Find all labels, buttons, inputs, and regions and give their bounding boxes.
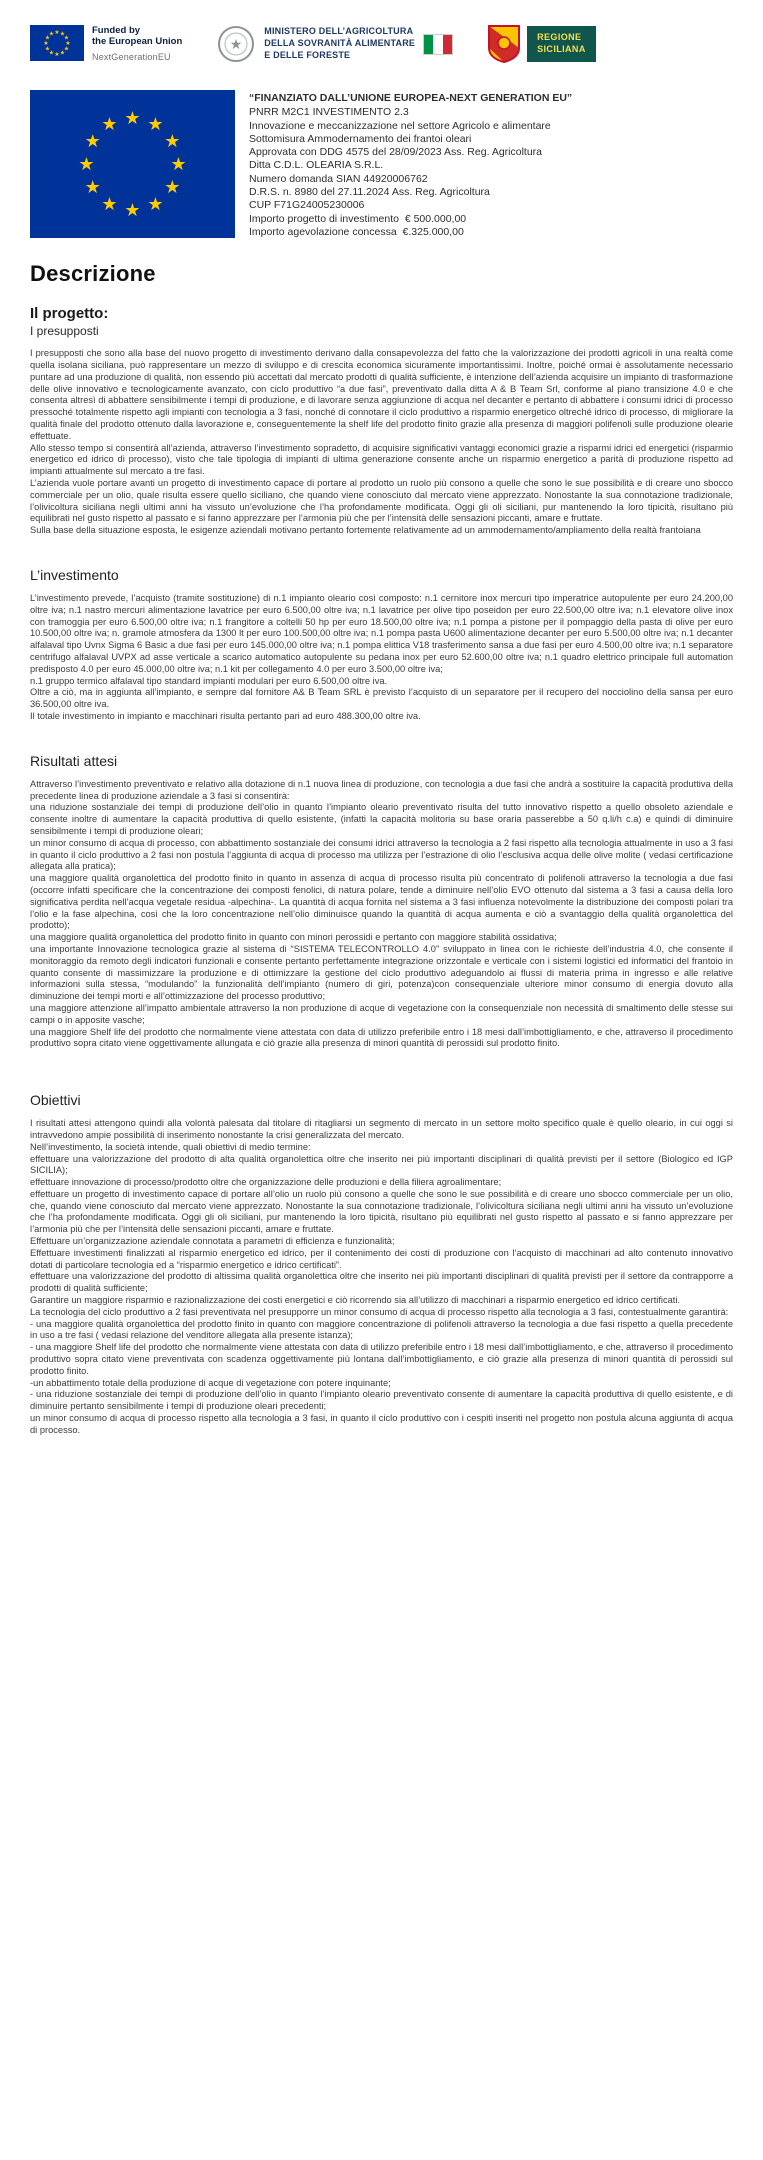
paragraph: Garantire un maggiore risparmio e razionalizzazione dei costi energetici e ciò ricorrendo sia all’utilizzo di macchinari a risparmio energetico ed idrico certificati. <box>30 1295 681 1306</box>
paragraph: n.1 gruppo termico alfalaval tipo standard impianti modulari per euro 6.500,00 oltre iva. <box>30 675 388 686</box>
svg-text:★: ★ <box>44 34 51 41</box>
paragraph: I presupposti che sono alla base del nuovo progetto di investimento derivano dalla consapevolezza del fatto che la valorizzazione dei prodotti agricoli in una realtà come quella isolana siciliana, può rappresentare un mezzo di sviluppo e di crescita economica sicuramente importantissimi. Inoltre, poiché ormai è assolutamente necessario puntare ad una produzione di qualità, non essendo più accettati dal mercato prodotti di qualità sufficiente, è intenzione dell’azienda acquisire un impianto di trasformazione delle olive innovativo e tecnologicamente avanzato, con ciclo produttivo “a due fasi”, preventivato dalla ditta A & B Team Srl, conforme al piano transizione 4.0 e che consenta altresì di abbattere sensibilmente i tempi di produzione, e di lavorare senza aggiunzione di acqua nel decanter e pertanto di abbattere i consumi idrici di processo pressoché totalmente rispetto agli impianti con tecnologia a 3 fasi, nonché di connotare il ciclo produttivo a risparmio energetico oltreché idrico di processo, di migliorare la qualità finale del prodotto ottenuto dalla lavorazione e, conseguentemente la shelf life del prodotto finito grazie alla presenza di maggiori polifenoli sulle produzione olearie effettuate. <box>30 348 733 441</box>
svg-text:★: ★ <box>43 39 49 47</box>
paragraph: una maggiore Shelf life del prodotto che normalmente viene attestata con data di utilizzo preferibile entro i 18 mesi dall’imbottigliamento, e che, attraverso il procedimento produttivo sopra citato viene oggettivamente allungata e ciò grazie alla presenza di minori quantità di perossidi sul prodotto finito. <box>30 1026 733 1049</box>
paragraph: Oltre a ciò, ma in aggiunta all’impianto, e sempre dal fornitore A& B Team SRL è previsto l’acquisto di un separatore per il recupero del nocciolino della sansa per euro 36.500,00 oltre iva. <box>30 687 733 710</box>
paragraph: - una maggiore Shelf life del prodotto che normalmente viene attestata con data di utilizzo preferibile entro i 18 mesi dall’imbottigliamento, e che, attraverso il procedimento produttivo sopra citato viene preventivata con scadenza oggettivamente più lontana dall’imbottigliamento, e ciò grazie alla presenza di minori quantità di perossidi sul prodotto finito. <box>30 1342 733 1376</box>
project-info-line: Importo progetto di investimento € 500.000,00 <box>249 212 467 225</box>
ministry-line3: E DELLE FORESTE <box>264 49 351 60</box>
ministry-logo <box>216 24 453 64</box>
paragraph: La tecnologia del ciclo produttivo a 2 fasi preventivata nel presupporre un minor consumo di acqua di processo rispetto alla tecnologia a 3 fasi, contestualmente garantirà: <box>30 1306 729 1317</box>
project-info-lines <box>249 106 572 239</box>
region-line1: REGIONE <box>537 32 582 43</box>
paragraph: L’investimento prevede, l’acquisto (tramite sostituzione) di n.1 impianto oleario così composto: n.1 cernitore inox mercuri tipo imperatrice autopulente per euro 24.200,00 oltre iva; n.1 nastro mercuri alimentazione lavatrice per euro 6.500,00 oltre iva; n.1 lavatrice per olive tipo poseidon per euro 22.500,00 oltre iva; n.1 elevatore olive inox con tramoggia per euro 6.500,00 oltre iva; n.1 frangitore a coltelli 50 hp per euro 18.500,00 oltre iva; n.1 pompa a pistone per il pompaggio della pasta di olive per euro 10.500,00 oltre iva; n. gramole atmosfera da 1300 lt per euro 100.500,00 oltre iva; n.1 pompa pasta U600 alimentazione decanter per euro 5.500,00 oltre iva; n.1 decanter alfalaval tipo Uvnx Sigma 6 Basic a due fasi per euro 145.000,00 oltre iva; n.1 pompa elittica V18 trasferimento sansa a due fasi per euro 4.500,00 oltre iva; n.1 separatore centrifugo alfalaval UVPX ad asse verticale a scarico automatico autopulente su pedana inox per euro 52.600,00 oltre iva; n.1 quadro elettrico principale full automation predisposto 4.0 per euro 45.000,00 oltre iva; n.1 kit per collegamento 4.0 per euro 3.500,00 oltre iva; <box>30 593 733 674</box>
paragraph: Effettuare un’organizzazione aziendale connotata a parametri di efficienza e funzionalità; <box>30 1236 395 1247</box>
italy-flag-icon <box>423 34 453 55</box>
paragraph: Nell’investimento, la società intende, quali obiettivi di medio termine: <box>30 1141 311 1152</box>
svg-text:★: ★ <box>84 131 101 152</box>
svg-text:★: ★ <box>54 28 60 36</box>
paragraph: effettuare una valorizzazione del prodotto di altissima qualità organolettica oltre che inserito nei più importanti disciplinari di qualità previsti per il settore da contrapporre a prodotti di qualità sufficiente; <box>30 1271 733 1294</box>
region-name <box>527 26 596 61</box>
svg-text:★: ★ <box>63 45 70 52</box>
section-body-investimento <box>30 593 733 723</box>
page-title: Descrizione <box>30 261 156 287</box>
sicily-crest-icon <box>487 24 521 64</box>
paragraph: - una maggiore qualità organolettica del prodotto finito in quanto con maggiore concentrazione di polifenoli attraverso la tecnologia a due fasi rispetto a quella precedente in uso a tre fasi ( vedasi relazione del venditore allegata alla presente istanza); <box>30 1318 733 1341</box>
section-heading-obiettivi: Obiettivi <box>30 1092 81 1109</box>
paragraph: L’azienda vuole portare avanti un progetto di investimento capace di portare al prodotto un ruolo più consono a quelle che sono le sue possibilità e di creare uno sbocco commerciale per un olio, quale risulta essere quello siciliano, che quando viene conosciuto dal mercato viene apprezzato. Nonostante la sua connotazione tradizionale, l’olivicoltura siciliana negli ultimi anni ha vissuto un’evoluzione che l’ha profondamente modificata. Oggi gli oli siciliani, pur mantenendo la loro tipicità, risultano più equilibrati nel gusto rispetto al passato e si fanno apprezzare per l’armonia più che per l’intensità delle sensazioni piccanti, amare e fruttate. <box>30 478 733 524</box>
project-info-line: Numero domanda SIAN 44920006762 <box>249 172 428 185</box>
paragraph: una maggiore attenzione all’impatto ambientale attraverso la non produzione di acque di vegetazione con la consequenziale non necessità di smaltimento delle stesse sui campi o in apposite vasche; <box>30 1002 733 1025</box>
ministry-line1: MINISTERO DELL’AGRICOLTURA <box>264 26 414 37</box>
svg-text:★: ★ <box>48 49 55 56</box>
project-info-line: Importo agevolazione concessa €.325.000,00 <box>249 225 464 238</box>
project-info-line: Ditta C.D.L. OLEARIA S.R.L. <box>249 159 384 172</box>
svg-text:★: ★ <box>59 30 66 37</box>
paragraph: Attraverso l’investimento preventivato e relativo alla dotazione di n.1 nuova linea di produzione, con tecnologia a due fasi che andrà a sostituire la capacità produttiva della precedente linea di produzione aziendale a 3 fasi si consentirà: <box>30 778 733 801</box>
svg-text:★: ★ <box>78 154 95 175</box>
svg-text:★: ★ <box>229 37 243 53</box>
paragraph: Il totale investimento in impianto e macchinari risulta pertanto pari ad euro 488.300,00 oltre iva. <box>30 710 421 721</box>
paragraph: una maggiore qualità organolettica del prodotto finito in quanto con minori perossidi e pertanto con maggiore stabilità ossidativa; <box>30 932 557 943</box>
svg-text:★: ★ <box>48 30 55 37</box>
paragraph: effettuare innovazione di processo/prodotto oltre che organizzazione delle produzioni e della filiera agroalimentare; <box>30 1177 502 1188</box>
paragraph: effettuare una valorizzazione del prodotto di alta qualità organolettica oltre che inserito nei più importanti disciplinari di qualità previsti per il settore (Biologico ed IGP SICILIA); <box>30 1153 733 1176</box>
svg-text:★: ★ <box>170 154 187 175</box>
eu-funded-line1: Funded by <box>92 24 141 36</box>
paragraph: una riduzione sostanziale dei tempi di produzione dell’olio in quanto l’impianto oleario preventivato risulta del tutto innovativo rispetto a quello obsoleto aziendale e consente inoltre di aumentare la capacità produttiva di quello esistente, (infatti la capacità molitoria su base oraria passerebbe a 50 q.li/h c.a) e quindi di diminuire sensibilmente i tempi di produzione oleari; <box>30 802 733 836</box>
svg-text:★: ★ <box>101 114 118 136</box>
eu-funded-line2: the European Union <box>92 36 183 48</box>
eu-flag-icon <box>30 25 84 61</box>
eu-funded-text <box>92 25 182 64</box>
region-line2: SICILIANA <box>537 44 586 54</box>
project-info-line: CUP F71G24005230006 <box>249 199 365 212</box>
svg-text:★: ★ <box>63 34 70 41</box>
paragraph: I risultati attesi attengono quindi alla volontà palesata dal titolare di ritagliarsi un segmento di mercato in un settore molto specifico quale è quello oleario, in cui oggi si intravvedono ampie possibilità di inserimento nonostante la crisi generalizzata del mercato. <box>30 1118 733 1140</box>
svg-text:★: ★ <box>124 108 141 129</box>
paragraph: una maggiore qualità organolettica del prodotto finito in quanto in assenza di acqua di processo risulta più concentrato di polifenoli attraverso la tecnologia a due fasi (occorre infatti specificare che la concentrazione dei composti fenolici, di natura polare, tende a diminuire nell’olio EVO ottenuto dal sistema a 3 fasi a causa della loro significativa perdita nell’acqua vegetale residua -alpechina-. La quantità di acqua fornita nel sistema a 3 fasi influenza notevolmente la distribuzione dei composti polari tra l’olio e la fase alpechina, così che la loro concentrazione nell’olio diminuisce quando la quantità di acqua aumenta e ciò a svantaggio della qualità organolettica del prodotto); <box>30 873 733 931</box>
paragraph: una importante Innovazione tecnologica grazie al sistema di “SISTEMA TELECONTROLLO 4.0” sviluppato in linea con le richieste dell’industria 4.0, che consente il monitoraggio da remoto degli indicatori funzionali e consente pertanto perfettamente integrazione orizzontale e verticale con i sistemi logistici ed informatici del frantoio in quanto consente di massimizzare la produzione e di ottimizzare la gestione del ciclo produttivo adeguandolo ai flussi di materia prima in ingresso e alle relative informazioni sulla stessa, “modulando” la funzionalità dell’impianto (numero di giri, potenza)con consequenziale ulteriore minor consumo di energia dovuto alla diminuzione dei tempi morti e all’ottimizzazione del processo produttivo; <box>30 943 733 1002</box>
eu-funded-logo <box>30 25 182 64</box>
project-banner-title: “FINANZIATO DALL’UNIONE EUROPEA-NEXT GENERATION EU” <box>249 92 573 104</box>
project-info-line: Innovazione e meccanizzazione nel settore Agricolo e alimentare <box>249 119 551 132</box>
project-info <box>249 90 572 239</box>
svg-text:★: ★ <box>124 200 141 221</box>
section-body-progetto <box>30 348 733 537</box>
paragraph: effettuare un progetto di investimento capace di portare all’olio un ruolo più consono a quelle che sono le sue possibilità e di creare uno sbocco commerciale per un olio, che, quando viene conosciuto dal mercato viene apprezzato. Nonostante la sua connotazione tradizionale, l’olivicoltura siciliana negli ultimi anni ha vissuto un’evoluzione che l’ha profondamente modificata. Oggi gli oli siciliani, pur mantenendo la loro tipicità, risultano più equilibrati nel gusto rispetto al passato e si fanno apprezzare per l’armonia più che per l’intensità delle sensazioni piccanti, amare e fruttate. <box>30 1188 733 1235</box>
paragraph: un minor consumo di acqua di processo rispetto alla tecnologia a 3 fasi, in quanto il ciclo produttivo con i cespiti inseriti nel progetto non postula alcuna aggiunta di acqua di processo. <box>30 1413 733 1435</box>
section-subheading-presupposti: I presupposti <box>30 324 99 339</box>
project-info-line: Approvata con DDG 4575 del 28/09/2023 Ass. Reg. Agricoltura <box>249 146 543 159</box>
section-heading-investimento: L’investimento <box>30 567 119 584</box>
project-info-line: PNRR M2C1 INVESTIMENTO 2.3 <box>249 106 409 119</box>
regione-siciliana-logo <box>487 24 596 64</box>
svg-text:★: ★ <box>44 45 51 52</box>
project-info-line: D.R.S. n. 8980 del 27.11.2024 Ass. Reg. Agricoltura <box>249 186 490 199</box>
paragraph: un minor consumo di acqua di processo, con abbattimento sostanziale dei consumi idrici attraverso la tecnologia a 2 fasi rispetto alla tecnologia attualmente in uso a 3 fasi in quanto il ciclo produttivo a 2 fasi non postula l’aggiunta di acqua di processo ma utilizza per l’estrazione di olio l’esclusiva acqua delle olive molite ( vedasi certificazione allegata alla pratica); <box>30 837 733 872</box>
section-body-obiettivi <box>30 1118 733 1437</box>
paragraph: Allo stesso tempo si consentirà all’azienda, attraverso l’investimento sopradetto, di acquisire significativi vantaggi economici grazie a risparmi idrici ed energetici (risparmio energetico ed idrico di processo), visto che tale tipologia di impianti di ultima generazione consente anche un risparmio energetico a parità di produzione rispetto ad impianti attualmente sul mercato a tre fasi. <box>30 442 733 477</box>
svg-text:★: ★ <box>84 177 101 198</box>
svg-text:★: ★ <box>147 114 164 136</box>
project-info-line: Sottomisura Ammodernamento dei frantoi oleari <box>249 132 472 145</box>
svg-text:★: ★ <box>164 177 181 198</box>
svg-text:★: ★ <box>101 193 118 215</box>
paragraph: - una riduzione sostanziale dei tempi di produzione dell’olio in quanto l’impianto oleario preventivato consente di aumentare la capacità produttiva di quello esistente, e di diminuire pertanto sensibilmente i tempi di produzione oleari precedenti; <box>30 1389 733 1412</box>
svg-text:★: ★ <box>54 50 60 58</box>
paragraph: Sulla base della situazione esposta, le esigenze aziendali motivano pertanto fortemente relativamente ad un ammodernamento/ampliamento della realtà frantoiana <box>30 525 701 536</box>
ministry-line2: DELLA SOVRANITÀ ALIMENTARE <box>264 38 416 49</box>
project-banner <box>30 90 733 239</box>
svg-text:★: ★ <box>164 131 181 152</box>
italy-emblem-icon <box>216 24 256 64</box>
header-logos <box>30 24 733 64</box>
eu-flag-image <box>30 90 235 238</box>
section-heading-progetto: Il progetto: <box>30 305 109 323</box>
paragraph: Effettuare investimenti finalizzati al risparmio energetico ed idrico, per il contenimento dei costi di produzione con l’acquisto di macchinari ad alto contenuto innovativo dotati di particolare tecnologia ed a “risparmio energetico e idrico certificati”. <box>30 1247 733 1270</box>
svg-text:★: ★ <box>147 193 164 215</box>
section-body-risultati <box>30 779 733 1050</box>
section-heading-risultati: Risultati attesi <box>30 752 118 769</box>
ministry-name <box>264 26 415 61</box>
nextgenerationeu-label: NextGenerationEU <box>92 52 171 63</box>
paragraph: -un abbattimento totale della produzione di acque di vegetazione con potere inquinante; <box>30 1377 391 1388</box>
svg-text:★: ★ <box>65 39 71 47</box>
svg-text:★: ★ <box>59 49 66 56</box>
